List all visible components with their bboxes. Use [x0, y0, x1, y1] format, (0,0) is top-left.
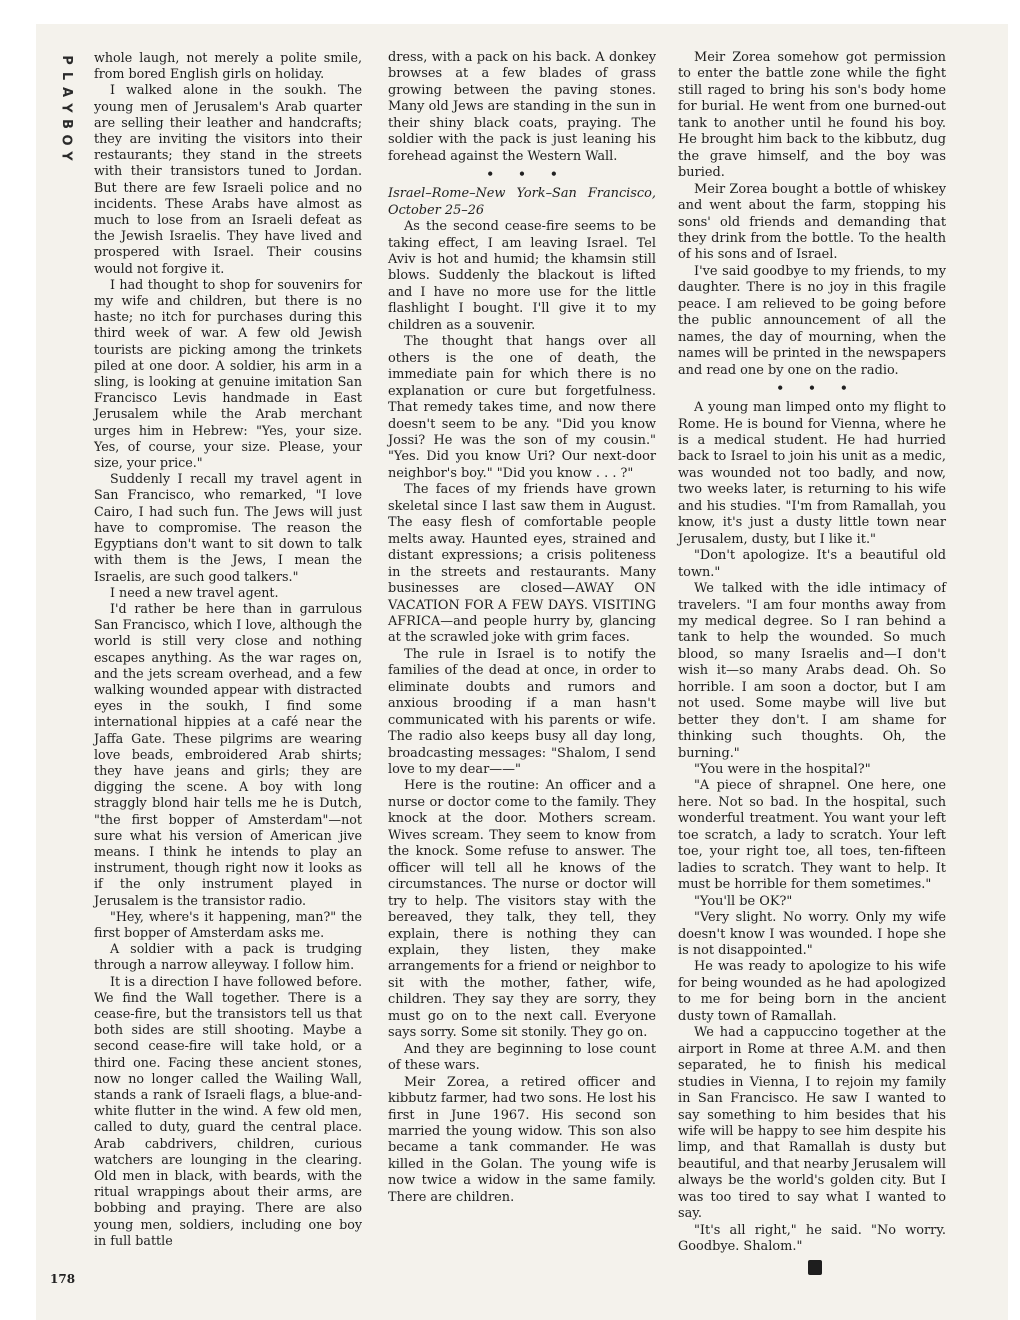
paragraph: dress, with a pack on his back. A donkey browses at a few blades of grass growing between the paving stones. Many old Jews are standing in the sun in their shiny black coats, praying. The soldier with the pack is just leaning his forehead against the Western Wall.	[388, 50, 656, 164]
paragraph: "You'll be OK?"	[694, 893, 793, 909]
paragraph: As the second cease-fire seems to be taking effect, I am leaving Israel. Tel Aviv is hot and humid; the khamsin still blows. Suddenly the blackout is lifted and I have no more use for the little flashlight I bought. I'll give it to my children as a souvenir.	[388, 219, 656, 333]
paragraph: I had thought to shop for souvenirs for my wife and children, but there is no haste; no itch for purchases during this third week of war. A few old Jewish tourists are picking among the trinkets piled at one door. A soldier, his arm in a sling, is looking at genuine imitation San Francisco Levis handmade in East Jerusalem while the Arab merchant urges him in Hebrew: "Yes, your size. Yes, of course, your size. Please, your size, your price."	[94, 276, 362, 471]
section-break: • • •	[776, 381, 858, 396]
running-head-letter: B	[58, 119, 74, 129]
paragraph: A young man limped onto my flight to Rome. He is bound for Vienna, where he is a medical student. He had hurried back to Israel to join his unit as a medic, was wounded not too badly, and now, two weeks later, is returning to his wife and his studies. "I'm from Ramallah, you know, it's just a dusty little town near Jerusalem, dusty, but I like it."	[678, 400, 946, 547]
paragraph: A soldier with a pack is trudging through a narrow alleyway. I follow him.	[94, 941, 362, 973]
paragraph: I've said goodbye to my friends, to my daughter. There is no joy in this fragile peace. I am relieved to be going before the public announcement of all the names, the day of mourning, when the names will be printed in the newspapers and read one by one on the radio.	[678, 263, 946, 378]
paragraph: We talked with the idle intimacy of travelers. "I am four months away from my medical degree. So I ran behind a tank to help the wounded. So much blood, so many Israelis and—I don't wish it—so many Arabs dead. Oh. So horrible. I am soon a doctor, but I am not used. Some maybe will live but better they don't. I am shame for thinking such thoughts. Oh, the burning."	[678, 581, 946, 761]
paragraph: Here is the routine: An officer and a nurse or doctor come to the family. They knock at the door. Mothers scream. Wives scream. They seem to know from the knock. Some refuse to answer. The officer will tell all he knows of the circumstances. The nurse or doctor will try to help. The visitors stay with the bereaved, they talk, they tell, they explain, there is nothing they can explain, they listen, they make arrangements for a friend or neighbor to sit with the mother, father, wife, children. They say they are sorry, they must go on to the next call. Everyone says sorry. Some sit stonily. They go on.	[388, 778, 656, 1041]
paragraph: "Don't apologize. It's a beautiful old town."	[678, 548, 946, 580]
paragraph: "Very slight. No worry. Only my wife doesn't know I was wounded. I hope she is not disappointed."	[678, 910, 946, 959]
running-head-letter: P	[59, 55, 74, 65]
paragraph: Meir Zorea somehow got permission to enter the battle zone while the fight still raged to bring his son's body home for burial. He went from one burned-out tank to another until he found his boy. He brought him back to the kibbutz, dug the grave himself, and the boy was buried.	[678, 50, 946, 181]
paragraph: I'd rather be here than in garrulous San Francisco, which I love, although the world is still very close and nothing escapes anything. As the war rages on, and the jets scream overhead, and a few walking wounded appear with distracted eyes in the soukh, I find some international hippies at a café near the Jaffa Gate. These pilgrims are wearing love beads, embroidered Arab shirts; they have jeans and girls; they are digging the scene. A boy with long straggly blond hair tells me he is Dutch, "the first bopper of Amsterdam"—not sure what his version of American jive means. I think he intends to play an instrument, though right now it looks as if the only instrument played in Jerusalem is the transistor radio.	[94, 600, 362, 908]
article-column-1	[94, 50, 362, 1249]
running-head-letter: Y	[58, 103, 74, 113]
paragraph: whole laugh, not merely a polite smile, from bored English girls on holiday.	[94, 50, 362, 82]
paragraph: And they are beginning to lose count of these wars.	[388, 1041, 656, 1074]
running-head-letter: Y	[58, 151, 74, 161]
running-head-letter: A	[59, 86, 74, 98]
running-head-letter: L	[58, 71, 74, 81]
section-break: • • •	[486, 167, 568, 182]
article-column-2	[388, 50, 656, 1206]
magazine-page	[36, 24, 1008, 1320]
paragraph: I walked alone in the soukh. The young men of Jerusalem's Arab quarter are selling their leather and handcrafts; they are inviting the visitors into their restaurants; they stand in the streets with their transistors tuned to Jordan. But there are few Israeli police and no incidents. These Arabs have almost as much to lose from an Israeli defeat as the Jewish Israelis. They have lived and prospered with Israel. Their cousins would not forgive it.	[94, 82, 362, 276]
paragraph: We had a cappuccino together at the airport in Rome at three A.M. and then separated, he to finish his medical studies in Vienna, I to rejoin my family in San Francisco. He saw I wanted to say something to him besides that his wife will be happy to see him despite his limp, and that Ramallah is dusty but beautiful, and that nearby Jerusalem will always be the world's golden city. But I was too tired to say what I wanted to say.	[678, 1025, 946, 1222]
paragraph: "It's all right," he said. "No worry. Goodbye. Shalom."	[678, 1222, 946, 1255]
page-number: 178	[50, 1272, 76, 1286]
paragraph: The rule in Israel is to notify the families of the dead at once, in order to eliminate doubts and rumors and anxious brooding if a man hasn't communicated with his parents or wife. The radio also keeps busy all day long, broadcasting messages: "Shalom, I send love to my dear——"	[388, 646, 656, 778]
paragraph: "Hey, where's it happening, man?" the first bopper of Amsterdam asks me.	[94, 908, 362, 940]
paragraph: It is a direction I have followed before. We find the Wall together. There is a cease-fire, but the transistors tell us that both sides are still shooting. Maybe a second cease-fire will take hold, or a third one. Facing these ancient stones, now no longer called the Wailing Wall, stands a rank of Israeli flags, a blue-and-white flutter in the wind. A few old men, called to duty, guard the central place. Arab cabdrivers, children, curious watchers are lounging in the clearing. Old men in black, with beards, with the ritual wrappings about their arms, are bobbing and praying. There are also young men, soldiers, including one boy in full battle	[94, 973, 362, 1248]
paragraph: The faces of my friends have grown skeletal since I last saw them in August. The easy flesh of comfortable people melts away. Haunted eyes, strained and distant expressions; a crisis politeness in the streets and restaurants. Many businesses are closed—AWAY ON VACATION FOR A FEW DAYS. VISITING AFRICA—and people hurry by, glancing at the scrawled joke with grim faces.	[388, 482, 656, 646]
article-column-3	[678, 50, 946, 1256]
running-head-letter: O	[59, 134, 74, 146]
dateline: Israel–Rome–New York–San Francisco, October 25–26	[388, 186, 656, 218]
paragraph: "You were in the hospital?"	[694, 762, 871, 778]
paragraph: "A piece of shrapnel. One here, one here. Not so bad. In the hospital, such wonderful treatment. You want your left toe scratch, a lady to scratch. Your left toe, your right toe, all toes, ten-fifteen ladies to scratch. They want to help. It must be horrible for them sometimes."	[678, 778, 946, 893]
paragraph: Meir Zorea bought a bottle of whiskey and went about the farm, stopping his sons' old friends and demanding that they drink from the bottle. To the health of his sons and of Israel.	[678, 181, 946, 263]
paragraph: Suddenly I recall my travel agent in San Francisco, who remarked, "I love Cairo, I had such fun. The Jews will just have to compromise. The reason the Egyptians don't want to sit down to talk with them is the Jews, I mean the Israelis, are such good talkers."	[94, 471, 362, 584]
paragraph: I need a new travel agent.	[110, 584, 279, 600]
paragraph: He was ready to apologize to his wife for being wounded as he had apologized to me for being born in the ancient dusty town of Ramallah.	[678, 959, 946, 1024]
paragraph: Meir Zorea, a retired officer and kibbutz farmer, had two sons. He lost his first in June 1967. His second son married the young widow. This son also became a tank commander. He was killed in the Golan. The young wife is now twice a widow in the same family. There are children.	[388, 1074, 656, 1205]
running-head	[52, 52, 80, 164]
paragraph: The thought that hangs over all others is the one of death, the immediate pain for which there is no explanation or cure but forgetfulness. That remedy takes time, and now there doesn't seem to be any. "Did you know Jossi? He was the son of my cousin." "Yes. Did you know Uri? Our next-door neighbor's boy." "Did you know . . . ?"	[388, 334, 656, 481]
end-mark-icon	[808, 1260, 822, 1275]
